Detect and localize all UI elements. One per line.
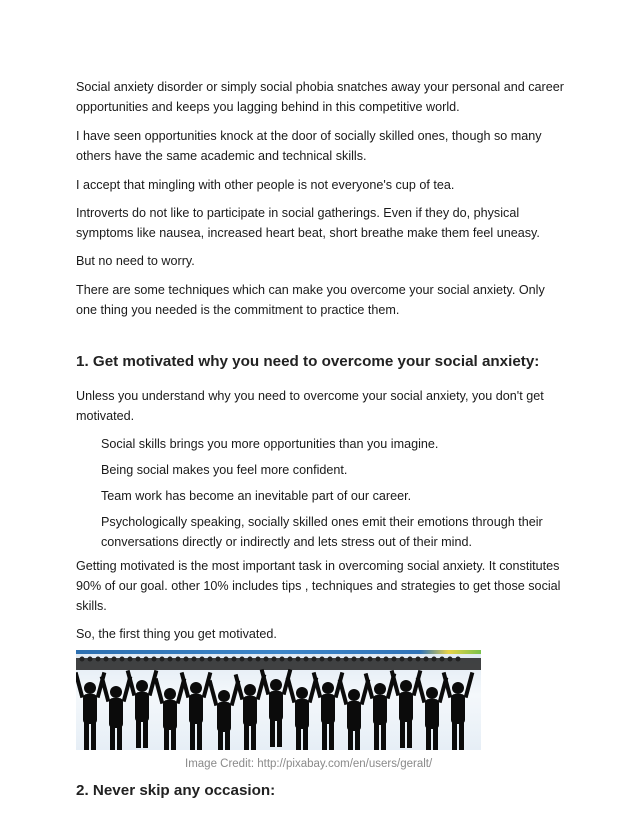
bullet-item: Being social makes you feel more confident. (101, 463, 348, 477)
section-1-heading: 1. Get motivated why you need to overcome your social anxiety: (76, 353, 540, 370)
intro-paragraph-6: There are some techniques which can make you overcome your social anxiety. Only one thing you needed is the commitment to practice them. (76, 283, 545, 317)
section-1-paragraph-3: So, the first thing you get motivated. (76, 627, 277, 641)
intro-paragraph-5: But no need to worry. (76, 254, 195, 268)
crowd-silhouette-image (76, 650, 481, 750)
bullet-item: Social skills brings you more opportunities than you imagine. (101, 437, 439, 451)
section-2-heading: 2. Never skip any occasion: (76, 782, 276, 799)
intro-paragraph-2: I have seen opportunities knock at the door of socially skilled ones, though so many others have the same academic and technical skills. (76, 129, 542, 163)
intro-paragraph-4: Introverts do not like to participate in social gatherings. Even if they do, physical symptoms like nausea, increased heart beat, short breathe make them feel uneasy. (76, 206, 540, 240)
section-1-paragraph-2: Getting motivated is the most important task in overcoming social anxiety. It constitutes 90% of our goal. other 10% includes tips , techniques and strategies to get those social skills. (76, 559, 561, 613)
intro-paragraph-3: I accept that mingling with other people is not everyone's cup of tea. (76, 178, 455, 192)
bullet-item: Psychologically speaking, socially skilled ones emit their emotions through their conversations directly or indirectly and lets stress out of their mind. (101, 515, 543, 549)
image-caption: Image Credit: http://pixabay.com/en/users/geralt/ (185, 758, 433, 770)
section-1-paragraph-1: Unless you understand why you need to overcome your social anxiety, you don't get motivated. (76, 389, 544, 423)
intro-paragraph-1: Social anxiety disorder or simply social phobia snatches away your personal and career opportunities and keeps you lagging behind in this competitive world. (76, 80, 564, 114)
bullet-item: Team work has become an inevitable part of our career. (101, 489, 412, 503)
